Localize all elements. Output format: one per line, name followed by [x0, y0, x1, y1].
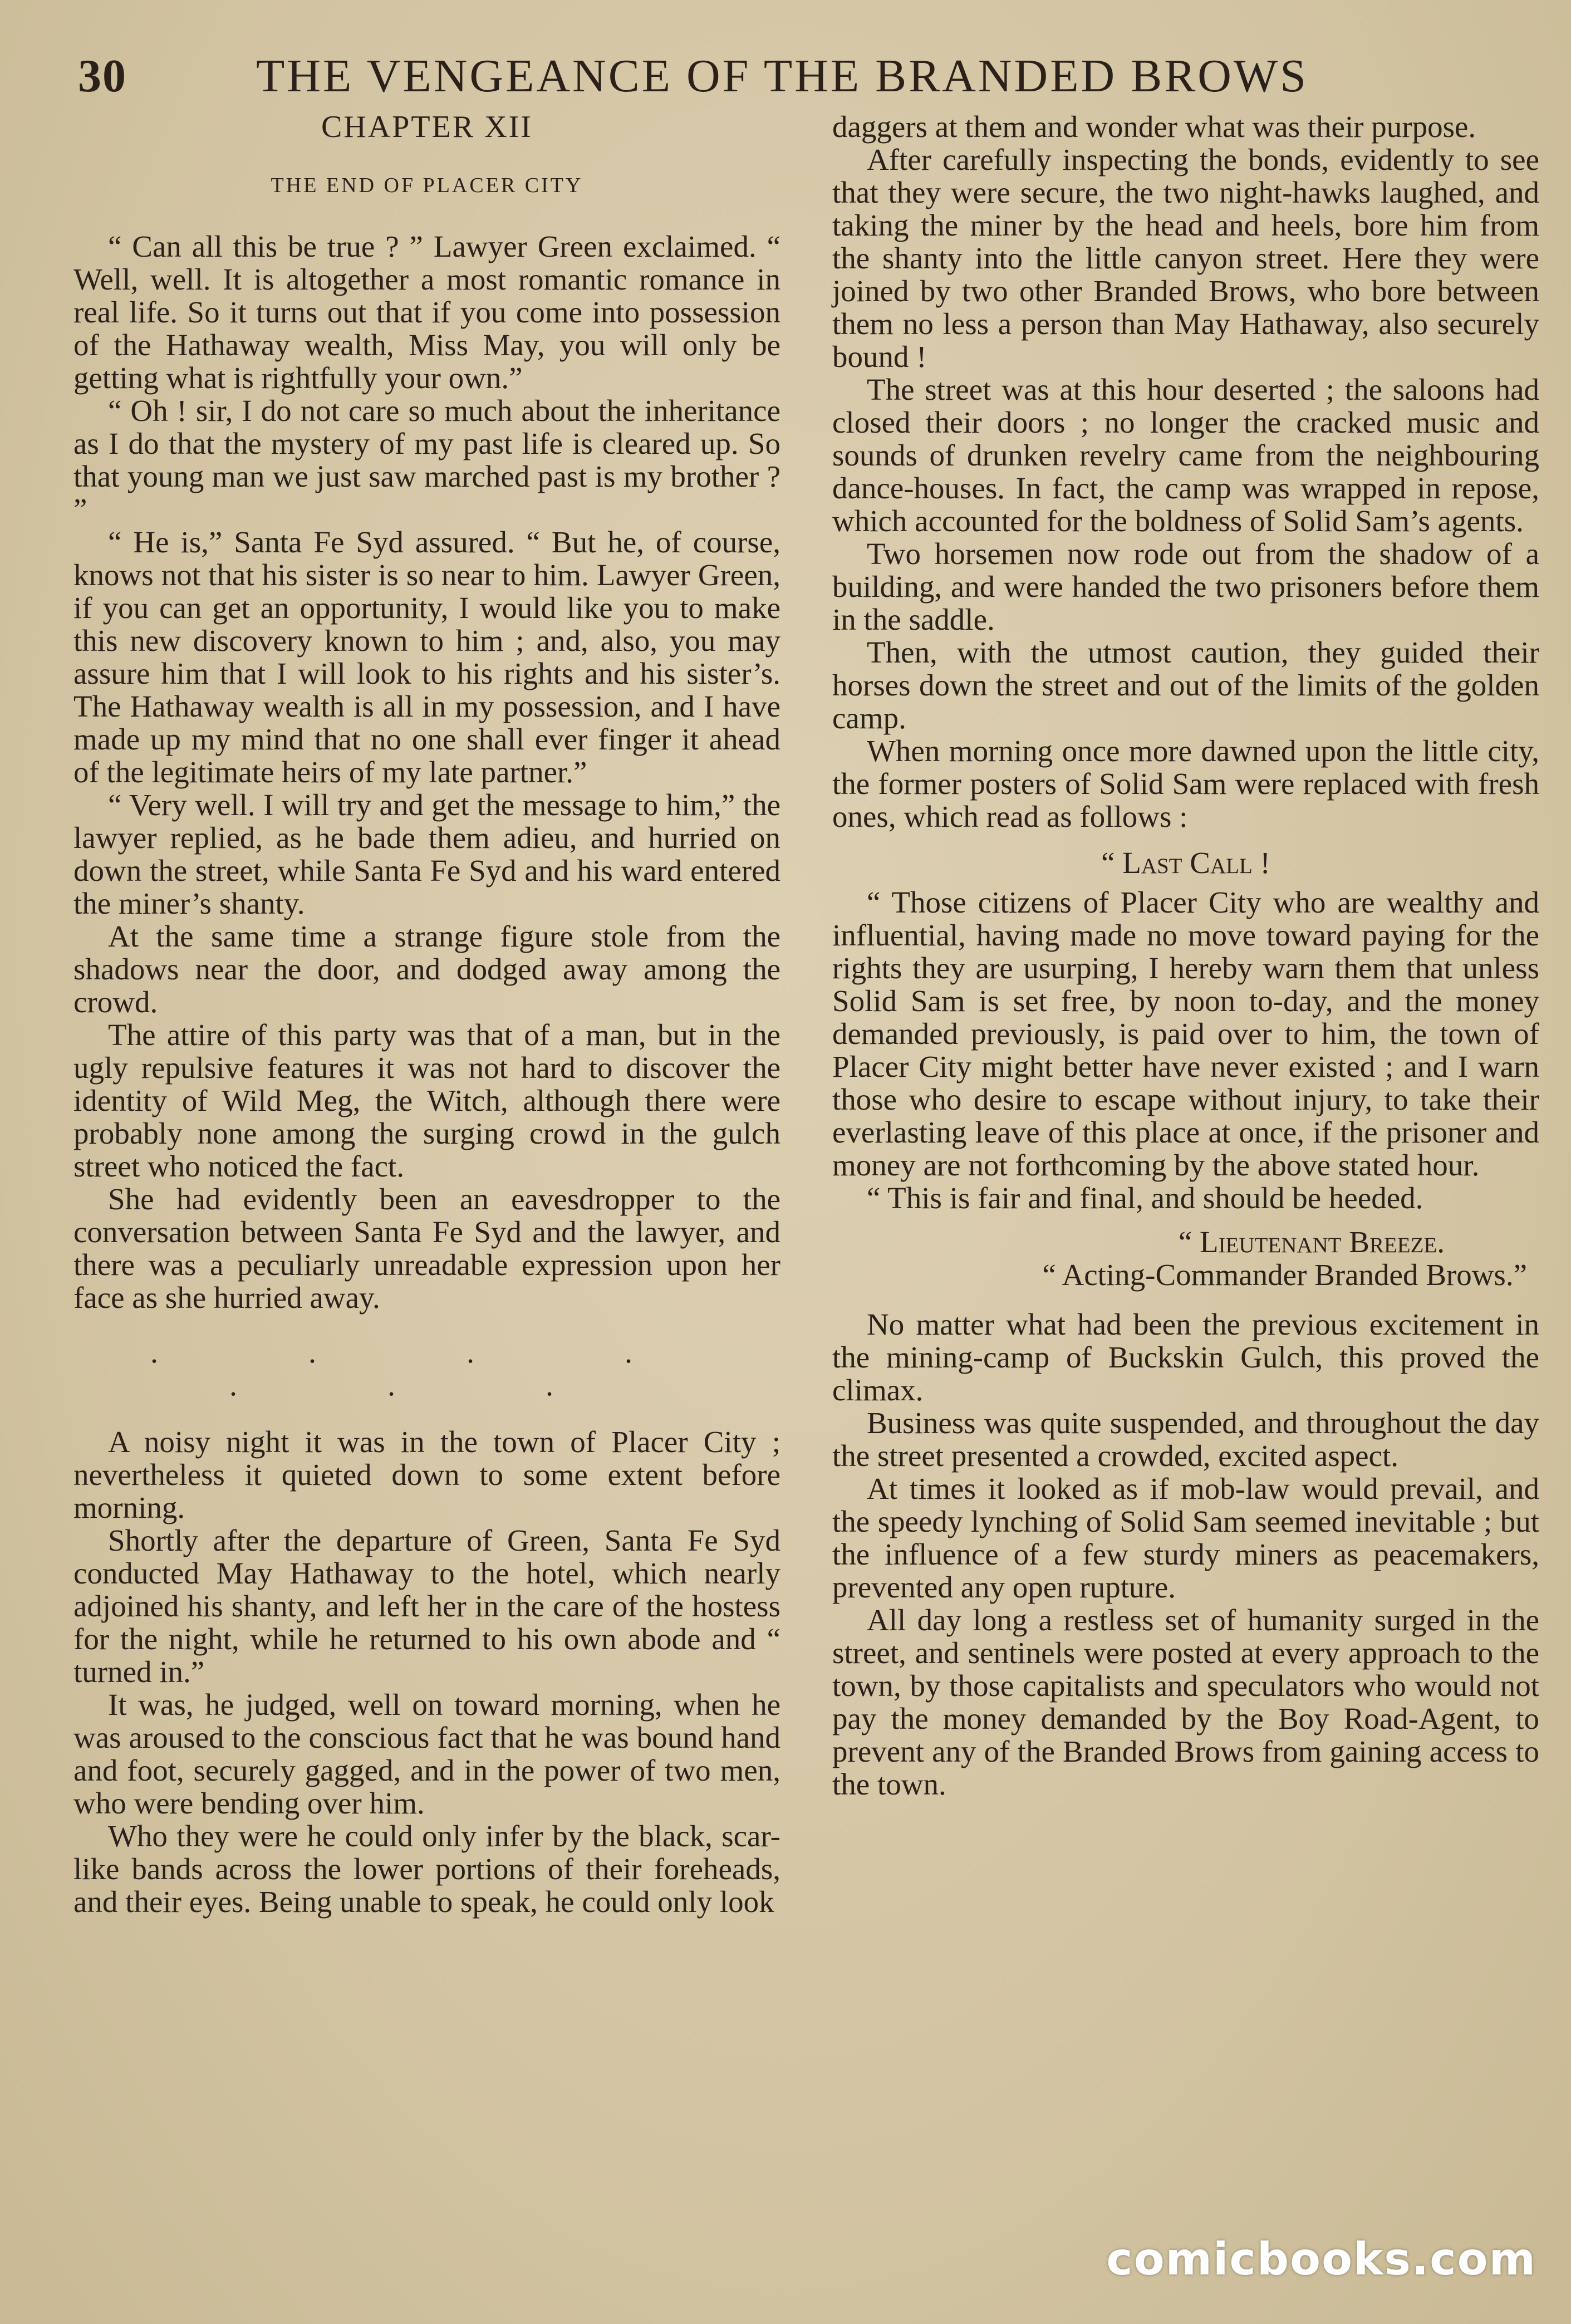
paragraph: At the same time a strange figure stole from the shadows near the door, and dodged away among the crowd. [73, 919, 780, 1019]
notice-heading: “ Last Call ! [1101, 846, 1270, 880]
paragraph: The street was at this hour deserted ; the saloons had closed their doors ; no longer the cracked music and sounds of drunken revelry came from the neighbouring dance-houses. In fact, the camp was wrapped in repose, which accounted for the boldness of Solid Sam’s agents. [832, 372, 1539, 538]
chapter-subtitle: THE END OF PLACER CITY [271, 174, 583, 197]
notice-signature-name: “ Lieutenant Breeze. [1178, 1225, 1445, 1259]
paragraph: Who they were he could only infer by the black, scar-like bands across the lower portions of their foreheads, and their eyes. Being unable to speak, he could only look [73, 1819, 780, 1919]
paragraph: No matter what had been the previous excitement in the mining-camp of Buckskin Gulch, this proved the climax. [832, 1307, 1539, 1407]
paragraph: A noisy night it was in the town of Placer City ; nevertheless it quieted down to some extent before morning. [73, 1425, 780, 1524]
paragraph: “ Oh ! sir, I do not care so much about the inheritance as I do that the mystery of my past life is cleared up. So that young man we just saw marched past is my brother ? ” [73, 394, 780, 526]
notice-signature-title: “ Acting-Commander Branded Brows.” [1042, 1258, 1527, 1292]
paragraph: The attire of this party was that of a man, but in the ugly repulsive features it was not hard to discover the identity of Wild Meg, the Witch, although there were probably none among the surging crowd in the gulch street who noticed the fact. [73, 1018, 780, 1183]
paragraph: It was, he judged, well on toward morning, when he was aroused to the conscious fact that he was bound hand and foot, securely gagged, and in the power of two men, who were bending over him. [73, 1688, 780, 1820]
paragraph: Business was quite suspended, and throughout the day the street presented a crowded, excited aspect. [832, 1406, 1539, 1473]
paragraph: At times it looked as if mob-law would prevail, and the speedy lynching of Solid Sam seemed inevitable ; but the influence of a few sturdy miners as peacemakers, prevented any open rupture. [832, 1472, 1539, 1604]
paragraph: Two horsemen now rode out from the shadow of a building, and were handed the two prisoners before them in the saddle. [832, 537, 1539, 636]
paragraph: When morning once more dawned upon the little city, the former posters of Solid Sam were replaced with fresh ones, which read as follows : [832, 734, 1539, 833]
watermark: comicbooks.com [1106, 2233, 1536, 2285]
paragraph: After carefully inspecting the bonds, evidently to see that they were secure, the two night-hawks laughed, and taking the miner by the head and heels, bore him from the shanty into the little canyon street. Here they were joined by two other Branded Brows, who bore between them no less a person than May Hathaway, also securely bound ! [832, 143, 1539, 374]
paragraph: Then, with the utmost caution, they guided their horses down the street and out of the limits of the golden camp. [832, 635, 1539, 735]
paragraph: “ Very well. I will try and get the message to him,” the lawyer replied, as he bade them adieu, and hurried on down the street, while Santa Fe Syd and his ward entered the miner’s shanty. [73, 788, 780, 920]
section-break: . . . . . . . [150, 1335, 704, 1403]
right-column [832, 110, 1539, 1801]
paragraph: “ Can all this be true ? ” Lawyer Green exclaimed. “ Well, well. It is altogether a most romantic romance in real life. So it turns out that if you come into possession of the Hathaway wealth, Miss May, you will only be getting what is rightfully your own.” [73, 229, 780, 395]
paragraph: daggers at them and wonder what was their purpose. [832, 110, 1476, 144]
running-title: THE VENGEANCE OF THE BRANDED BROWS [256, 50, 1308, 102]
notice-closing: “ This is fair and final, and should be heeded. [867, 1181, 1423, 1215]
paragraph: “ He is,” Santa Fe Syd assured. “ But he, of course, knows not that his sister is so near to him. Lawyer Green, if you can get an opportunity, I would like you to make this new discovery known to him ; and, also, you may assure him that I will look to his rights and his sister’s. The Hathaway wealth is all in my possession, and I have made up my mind that no one shall ever finger it ahead of the legitimate heirs of my late partner.” [73, 525, 780, 789]
paragraph: All day long a restless set of humanity surged in the street, and sentinels were posted at every approach to the town, by those capitalists and speculators who would not pay the money demanded by the Boy Road-Agent, to prevent any of the Branded Brows from gaining access to the town. [832, 1603, 1539, 1801]
left-column [73, 109, 780, 1918]
paragraph: Shortly after the departure of Green, Santa Fe Syd conducted May Hathaway to the hotel, which nearly adjoined his shanty, and left her in the care of the hostess for the night, while he returned to his own abode and “ turned in.” [73, 1523, 780, 1689]
notice-body: “ Those citizens of Placer City who are wealthy and influential, having made no move toward paying for the rights they are usurping, I hereby warn them that unless Solid Sam is set free, by noon to-day, and the money demanded previously, is paid over to him, the town of Placer City might better have never existed ; and I warn those who desire to escape without injury, to take their everlasting leave of this place at once, if the prisoner and money are not forthcoming by the above stated hour. [832, 885, 1539, 1182]
chapter-title: CHAPTER XII [321, 110, 533, 144]
paragraph: She had evidently been an eavesdropper to the conversation between Santa Fe Syd and the lawyer, and there was a peculiarly unreadable expression upon her face as she hurried away. [73, 1182, 780, 1315]
page-number: 30 [78, 50, 127, 102]
page-header [78, 43, 1536, 110]
